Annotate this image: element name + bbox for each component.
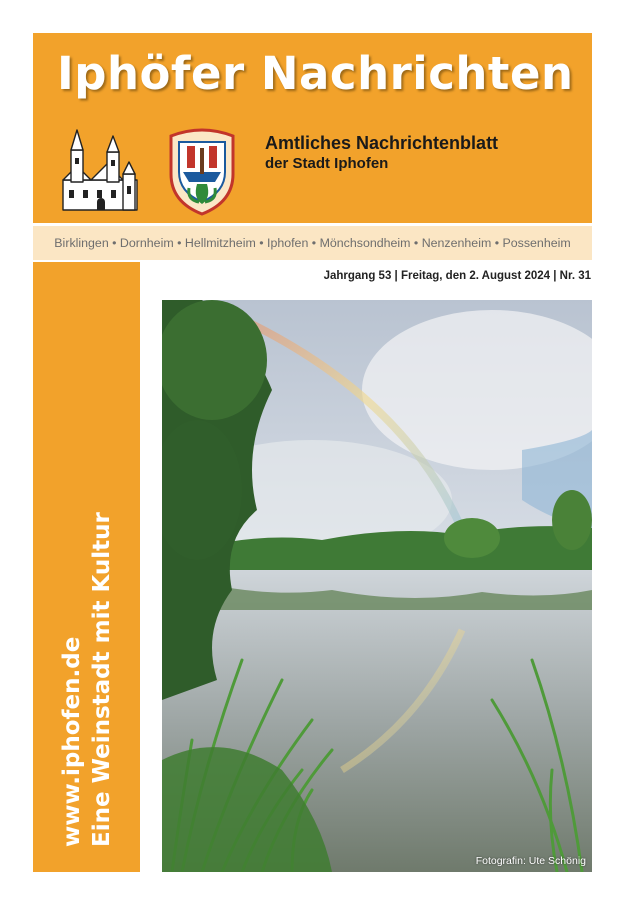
- sidebar: [33, 262, 140, 872]
- cover-photo-illustration: [162, 300, 592, 872]
- cover-photo: [162, 300, 592, 872]
- issue-info: Jahrgang 53 | Freitag, den 2. August 2024 | Nr. 31: [323, 270, 591, 282]
- sidebar-text: [57, 267, 117, 867]
- website-url: www.iphofen.de: [58, 636, 85, 847]
- coat-of-arms-icon: [163, 126, 241, 216]
- masthead: [33, 33, 592, 223]
- subtitle-city: der Stadt Iphofen: [265, 155, 389, 172]
- church-logo-icon: [57, 128, 143, 214]
- district-list: Birklingen • Dornheim • Hellmitzheim • Iphofen • Mönchsondheim • Nenzenheim • Possenheim: [33, 226, 592, 260]
- photo-credit: Fotografin: Ute Schönig: [475, 855, 586, 867]
- masthead-title: Iphöfer Nachrichten: [57, 47, 574, 100]
- subtitle-official-gazette: Amtliches Nachrichtenblatt: [265, 133, 499, 153]
- slogan: Eine Weinstadt mit Kultur: [88, 512, 115, 847]
